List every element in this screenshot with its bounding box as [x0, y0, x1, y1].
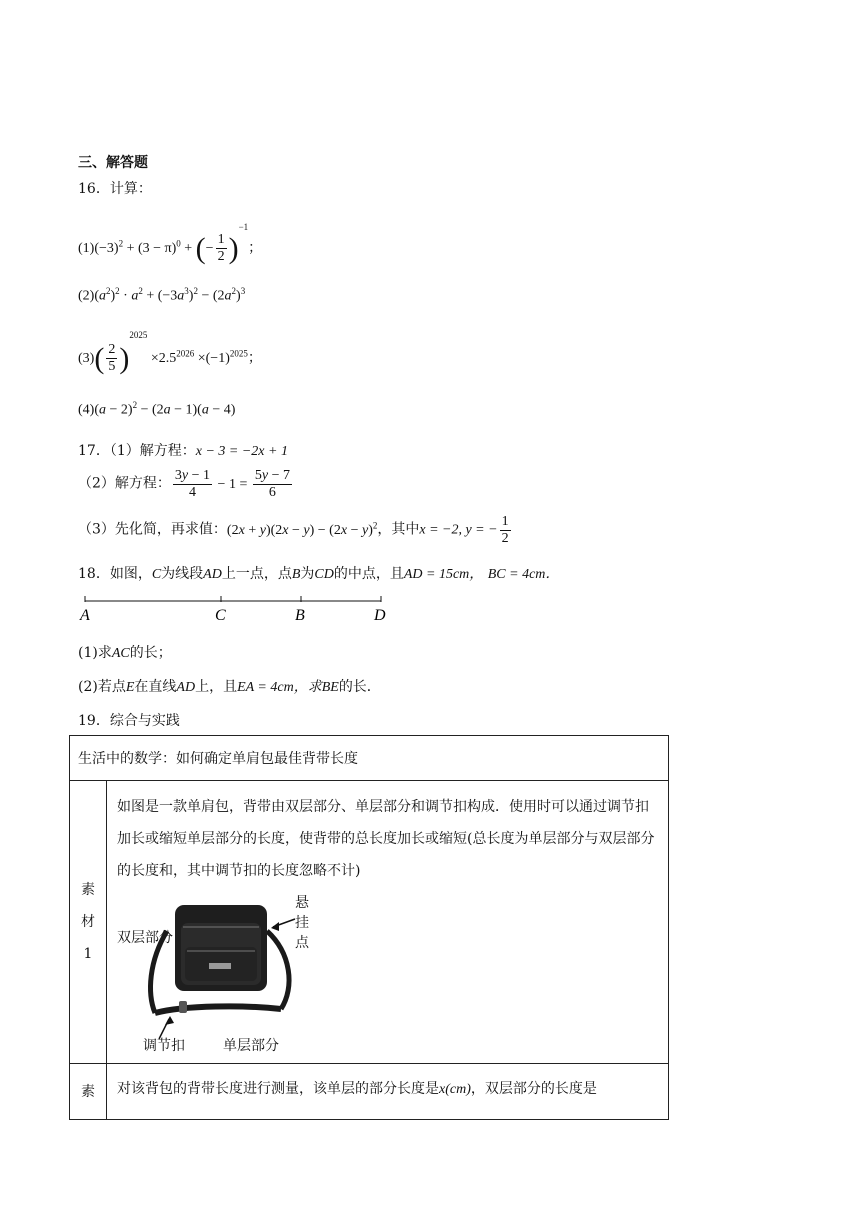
q17-part-2: （2）解方程： $\frac{3y - 1}{4}$ − 1 = $\frac{5y - 7}{6}$ [78, 468, 290, 500]
segment-diagram [78, 592, 398, 628]
material-1-text: 如图是一款单肩包，背带由双层部分、单层部分和调节扣构成．使用时可以通过调节扣加长或缩短单层部分的长度，使背带的总长度加长或缩短(总长度为单层部分与双层部分的长度和，其中调节扣的长度忽略不计) [117, 799, 655, 879]
buckle-label: 调节扣 [143, 1038, 185, 1054]
point-b-label: B [295, 607, 305, 624]
q18-stem: 18．如图，C为线段AD上一点，点B为CD的中点，且AD = 15cm， BC = 4cm． [78, 566, 560, 582]
q16-number: 16．计算： [78, 181, 152, 197]
single-layer-label: 单层部分 [223, 1038, 279, 1054]
shoulder-bag-image [145, 901, 315, 1041]
q19-number: 19．综合与实践 [78, 713, 180, 729]
double-layer-label: 双层部分 [117, 930, 173, 946]
q16-item-1: $(1)(-3)^2 + (3 - \pi)^0$ + (− $\frac{1}{2}$ )$^{-1}$； [78, 222, 263, 265]
section-title: 三、解答题 [78, 155, 148, 171]
point-a-label: A [80, 607, 90, 624]
q17-part-3: （3）先化简，再求值：$(2x + y)(2x - y) - (2x - y)^2$，其中x = −2, y = − $\frac{1}{2}$ [78, 514, 509, 546]
material-table [69, 735, 669, 1120]
hang-point-label: 悬 挂 点 [295, 895, 309, 951]
q16-item-4: $(4)(a - 2)^2 - (2a - 1)(a - 4)$ [78, 400, 236, 418]
q16-item-3: (3)( $\frac{2}{5}$ )$^{2025} \times 2.5^{2026} \times(-1)^{2025}$； [78, 330, 262, 375]
point-c-label: C [215, 607, 226, 624]
bag-figure [117, 887, 660, 1063]
q18-part-1: (1)求AC的长； [78, 645, 172, 661]
point-d-label: D [374, 607, 386, 624]
material-2-content: 对该背包的背带长度进行测量，该单层的部分长度是x(cm)，双层部分的长度是 [107, 1064, 669, 1120]
q17-part-1: 17．（1）解方程：x − 3 = −2x + 1 [78, 443, 288, 459]
table-title: 生活中的数学：如何确定单肩包最佳背带长度 [70, 736, 669, 781]
material-1-content [107, 781, 669, 1064]
q18-part-2: (2)若点E在直线AD上，且EA = 4cm，求BE的长． [78, 679, 381, 695]
q16-item-2: $(2)(a^2)^2 \cdot a^2 + (-3a^3)^2 - (2a^2)^3$ [78, 286, 246, 304]
material-1-label: 素 材 1 [70, 781, 107, 1064]
material-2-label: 素 [70, 1064, 107, 1120]
